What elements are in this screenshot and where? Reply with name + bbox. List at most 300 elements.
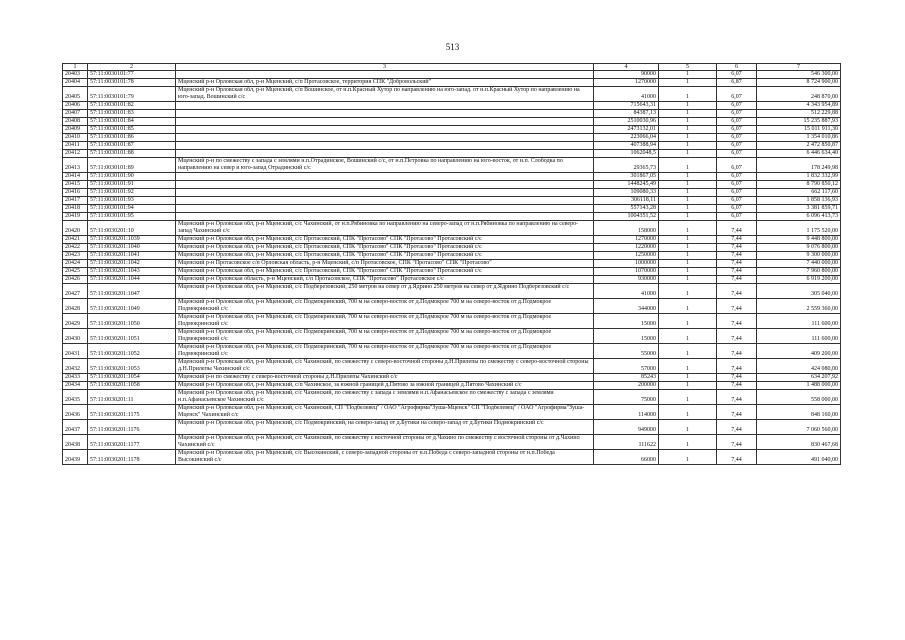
rate-cell: 7,44: [717, 420, 757, 435]
description-cell: [176, 71, 594, 79]
value-cell: 9 448 800,00: [757, 236, 841, 244]
rate-cell: 7,44: [717, 359, 757, 374]
table-row: [63, 150, 841, 158]
description-cell: Мценский р-н Орловская обл, р-н Мценский, с/с Подмокринский, на северо-запад от д.Бутики на северо-запад от д.Бутики Подмокринский с/с: [176, 420, 594, 435]
table-row: [63, 284, 841, 299]
rate-cell: 7,44: [717, 260, 757, 268]
area-cell: 200000: [594, 382, 659, 390]
area-cell: 344000: [594, 299, 659, 314]
value-cell: 1 175 520,00: [757, 221, 841, 236]
row-number-cell: 20421: [63, 236, 88, 244]
rate-cell: 7,44: [717, 314, 757, 329]
cadastral-number-cell: 57:11:0030201:1044: [88, 276, 176, 284]
count-cell: 1: [659, 268, 717, 276]
count-cell: 1: [659, 118, 717, 126]
area-cell: 1000000: [594, 260, 659, 268]
cadastral-number-cell: 57:11:0030201:10: [88, 221, 176, 236]
cadastral-number-cell: 57:11:0030101:77: [88, 71, 176, 79]
row-number-cell: 20424: [63, 260, 88, 268]
row-number-cell: 20422: [63, 244, 88, 252]
cadastral-number-cell: 57:11:0030201:1053: [88, 359, 176, 374]
count-cell: 1: [659, 390, 717, 405]
value-cell: 7 060 560,00: [757, 420, 841, 435]
table-row: [63, 359, 841, 374]
value-cell: 15 011 911,30: [757, 126, 841, 134]
description-cell: [176, 205, 594, 213]
rate-cell: 6,07: [717, 102, 757, 110]
rate-cell: 6,07: [717, 126, 757, 134]
rate-cell: 7,44: [717, 390, 757, 405]
value-cell: 6 919 200,00: [757, 276, 841, 284]
value-cell: 1 354 010,86: [757, 134, 841, 142]
area-cell: 1448245,49: [594, 181, 659, 189]
cadastral-number-cell: 57:11:0030201:1054: [88, 374, 176, 382]
rate-cell: 7,44: [717, 344, 757, 359]
count-cell: 1: [659, 260, 717, 268]
cadastral-number-cell: 57:11:0030101:83: [88, 110, 176, 118]
rate-cell: 6,07: [717, 134, 757, 142]
description-cell: Мценский р-н Орловская обл, р-н Мценский, с/с Чахинский, по смежеству с северо-восточной стороны д.Н.Прилепы по смежеству с северо-восточной стороны д.Н.Прилепы Чахинский с/с: [176, 359, 594, 374]
value-cell: 491 040,00: [757, 450, 841, 465]
area-cell: 715643,31: [594, 102, 659, 110]
table-row: [63, 276, 841, 284]
column-header: 5: [659, 64, 717, 71]
area-cell: 41000: [594, 284, 659, 299]
count-cell: 1: [659, 221, 717, 236]
area-cell: 85243: [594, 374, 659, 382]
area-cell: 949000: [594, 420, 659, 435]
count-cell: 1: [659, 359, 717, 374]
area-cell: 109080,33: [594, 189, 659, 197]
rate-cell: 7,44: [717, 374, 757, 382]
value-cell: 1 858 136,93: [757, 197, 841, 205]
area-cell: 84387,13: [594, 110, 659, 118]
value-cell: 546 300,00: [757, 71, 841, 79]
area-cell: 1062048,5: [594, 150, 659, 158]
count-cell: 1: [659, 435, 717, 450]
page-number: 513: [445, 42, 460, 52]
table-row: [63, 299, 841, 314]
table-row: [63, 344, 841, 359]
description-cell: [176, 173, 594, 181]
value-cell: 7 440 000,00: [757, 260, 841, 268]
area-cell: 1270000: [594, 79, 659, 87]
value-cell: 8 790 850,12: [757, 181, 841, 189]
description-cell: Мценский р-н Орловская обл, р-н Мценский, с/с Чахинский, от н.п.Рябиновка по направлению на северо-запад от н.п.Рябиновка по направлению на северо-запад Чахинский с/с: [176, 221, 594, 236]
description-cell: Мценский р-н Орловская обл, р-н Мценский, с/с Протасовский, СПК "Протасово" СПК "Протасово" Протасовский с/с: [176, 244, 594, 252]
count-cell: 1: [659, 173, 717, 181]
rate-cell: 6,07: [717, 158, 757, 173]
row-number-cell: 20430: [63, 329, 88, 344]
cadastral-number-cell: 57:11:0030201:1042: [88, 260, 176, 268]
value-cell: 305 040,00: [757, 284, 841, 299]
description-cell: [176, 102, 594, 110]
table-row: [63, 181, 841, 189]
value-cell: 8 724 900,00: [757, 79, 841, 87]
column-header: 4: [594, 64, 659, 71]
description-cell: Мценский р-н Орловская обл, р-н Мценский, с/с Подмокринский, 700 м на северо-восток от д.Подмокрое 700 м на северо-восток от д.Подмокрое Подмокринский с/с: [176, 299, 594, 314]
rate-cell: 6,07: [717, 173, 757, 181]
area-cell: 1220000: [594, 244, 659, 252]
table-row: [63, 244, 841, 252]
count-cell: 1: [659, 142, 717, 150]
cadastral-number-cell: 57:11:0030201:1178: [88, 450, 176, 465]
description-cell: Мценский р-н Орловская обл, р-н Мценский, с/с Подмокринский, 700 м на северо-восток от д.Подмокрое 700 м на северо-восток от д.Подмокрое Подмокринский с/с: [176, 344, 594, 359]
area-cell: 114000: [594, 405, 659, 420]
area-cell: 55000: [594, 344, 659, 359]
row-number-cell: 20433: [63, 374, 88, 382]
description-cell: [176, 142, 594, 150]
count-cell: 1: [659, 374, 717, 382]
description-cell: [176, 197, 594, 205]
table-row: [63, 110, 841, 118]
rate-cell: 6,07: [717, 118, 757, 126]
row-number-cell: 20428: [63, 299, 88, 314]
area-cell: 1070000: [594, 268, 659, 276]
rate-cell: 6,07: [717, 142, 757, 150]
row-number-cell: 20420: [63, 221, 88, 236]
area-cell: 930000: [594, 276, 659, 284]
area-cell: 75000: [594, 390, 659, 405]
count-cell: 1: [659, 252, 717, 260]
cadastral-number-cell: 57:11:0030101:82: [88, 102, 176, 110]
table-row: [63, 450, 841, 465]
value-cell: 111 600,00: [757, 329, 841, 344]
count-cell: 1: [659, 189, 717, 197]
count-cell: 1: [659, 450, 717, 465]
cadastral-number-cell: 57:11:0030101:92: [88, 189, 176, 197]
row-number-cell: 20407: [63, 110, 88, 118]
row-number-cell: 20414: [63, 173, 88, 181]
column-header: 3: [176, 64, 594, 71]
area-cell: 15000: [594, 314, 659, 329]
row-number-cell: 20410: [63, 134, 88, 142]
count-cell: 1: [659, 71, 717, 79]
rate-cell: 7,44: [717, 284, 757, 299]
rate-cell: 7,44: [717, 450, 757, 465]
cadastral-number-cell: 57:11:0030101:91: [88, 181, 176, 189]
row-number-cell: 20403: [63, 71, 88, 79]
description-cell: Мценский р-н Орловская обл, р-н Мценский, с/с Подберезовский, 250 метров на север от д.Ядрино 250 метров на север от д.Ядрино Подберезовский с/с: [176, 284, 594, 299]
table-row: [63, 197, 841, 205]
count-cell: 1: [659, 181, 717, 189]
row-number-cell: 20408: [63, 118, 88, 126]
count-cell: 1: [659, 110, 717, 118]
description-cell: Мценский р-н Орловская обл, р-н Мценский, с/с Протасовский, СПК "Протасово" СПК "Протасово" Протасовский с/с: [176, 268, 594, 276]
rate-cell: 7,44: [717, 405, 757, 420]
value-cell: 424 080,00: [757, 359, 841, 374]
table-row: [63, 118, 841, 126]
table-row: [63, 213, 841, 221]
table-row: [63, 268, 841, 276]
table-row: [63, 374, 841, 382]
table-row: [63, 142, 841, 150]
table-row: [63, 173, 841, 181]
count-cell: 1: [659, 213, 717, 221]
count-cell: 1: [659, 150, 717, 158]
cadastral-number-cell: 57:11:0030201:1047: [88, 284, 176, 299]
table-row: [63, 329, 841, 344]
row-number-cell: 20437: [63, 420, 88, 435]
row-number-cell: 20415: [63, 181, 88, 189]
count-cell: 1: [659, 405, 717, 420]
rate-cell: 6,07: [717, 150, 757, 158]
row-number-cell: 20413: [63, 158, 88, 173]
rate-cell: 7,44: [717, 435, 757, 450]
count-cell: 1: [659, 382, 717, 390]
cadastral-number-cell: 57:11:0030101:90: [88, 173, 176, 181]
rate-cell: 6,07: [717, 181, 757, 189]
description-cell: Мценский р-н Орловская обл, р-н Мценский, с/с Чахинский, СП "Подбелевец" / ОАО "Агрофирма"Зуша-Мценск" СП "Подбелевец" / ОАО "Агрофирма"Зуша-Мценск" Чахинский с/с: [176, 405, 594, 420]
area-cell: 407388,94: [594, 142, 659, 150]
table-row: [63, 236, 841, 244]
description-cell: [176, 126, 594, 134]
cadastral-number-cell: 57:11:0030101:95: [88, 213, 176, 221]
value-cell: 6 096 413,73: [757, 213, 841, 221]
count-cell: 1: [659, 158, 717, 173]
table-row: [63, 390, 841, 405]
cadastral-number-cell: 57:11:0030201:1039: [88, 236, 176, 244]
area-cell: 1004351,52: [594, 213, 659, 221]
area-cell: 158000: [594, 221, 659, 236]
rate-cell: 6,07: [717, 110, 757, 118]
row-number-cell: 20429: [63, 314, 88, 329]
column-header: 7: [757, 64, 841, 71]
count-cell: 1: [659, 344, 717, 359]
rate-cell: 7,44: [717, 221, 757, 236]
value-cell: 6 446 634,40: [757, 150, 841, 158]
table-row: [63, 405, 841, 420]
cadastral-number-cell: 57:11:0030101:85: [88, 126, 176, 134]
description-cell: Мценский р-н Орловская обл, р-н Мценский, с/п Вошинское, от н.п.Красный Хутор по направлению на юго-запад. от н.п.Красный Хутор по направлению на юго-запад. Вошинский с/с: [176, 87, 594, 102]
value-cell: 1 832 332,99: [757, 173, 841, 181]
value-cell: 409 200,00: [757, 344, 841, 359]
row-number-cell: 20434: [63, 382, 88, 390]
rate-cell: 6,07: [717, 71, 757, 79]
rate-cell: 7,44: [717, 299, 757, 314]
description-cell: [176, 150, 594, 158]
description-cell: Мценский р-н Орловская обл, р-н Мценский, с/с Подмокринский, 700 м на северо-восток от д.Подмокрое 700 м на северо-восток от д.Подмокрое Подмокринский с/с: [176, 314, 594, 329]
table-row: [63, 252, 841, 260]
area-cell: 57000: [594, 359, 659, 374]
area-cell: 15000: [594, 329, 659, 344]
cadastral-number-cell: 57:11:0030101:78: [88, 79, 176, 87]
description-cell: [176, 118, 594, 126]
row-number-cell: 20436: [63, 405, 88, 420]
value-cell: 9 300 000,00: [757, 252, 841, 260]
description-cell: Мценский р-н Орловская обл, р-н Мценский, с/с Чахинский, по смежеству с запада с землями н.п.Афанасьевское по смежеству с запада с землями н.п.Афанасьевское Чахинский с/с: [176, 390, 594, 405]
column-header: 6: [717, 64, 757, 71]
row-number-cell: 20426: [63, 276, 88, 284]
table-header-row: [63, 64, 841, 71]
count-cell: 1: [659, 276, 717, 284]
area-cell: 111622: [594, 435, 659, 450]
count-cell: 1: [659, 329, 717, 344]
rate-cell: 7,44: [717, 236, 757, 244]
rate-cell: 6,07: [717, 205, 757, 213]
table-row: [63, 382, 841, 390]
value-cell: 178 249,98: [757, 158, 841, 173]
rate-cell: 6,07: [717, 87, 757, 102]
cadastral-number-cell: 57:11:0030101:86: [88, 134, 176, 142]
value-cell: 512 229,88: [757, 110, 841, 118]
rate-cell: 7,44: [717, 252, 757, 260]
cadastral-number-cell: 57:11:0030101:88: [88, 150, 176, 158]
table-row: [63, 71, 841, 79]
cadastral-number-cell: 57:11:0030101:84: [88, 118, 176, 126]
row-number-cell: 20417: [63, 197, 88, 205]
cadastral-number-cell: 57:11:0030201:1049: [88, 299, 176, 314]
area-cell: 66000: [594, 450, 659, 465]
area-cell: 306118,11: [594, 197, 659, 205]
description-cell: Мценский р-н Орловская обл, р-н Мценский, с/с Протасовский, СПК "Протасово" СПК "Протасово" Протасовский с/с: [176, 236, 594, 244]
area-cell: 2510030,96: [594, 118, 659, 126]
area-cell: 301867,05: [594, 173, 659, 181]
cadastral-number-cell: 57:11:0030201:1051: [88, 329, 176, 344]
value-cell: 830 467,68: [757, 435, 841, 450]
value-cell: 558 000,00: [757, 390, 841, 405]
rate-cell: 7,44: [717, 276, 757, 284]
rate-cell: 6,07: [717, 189, 757, 197]
description-cell: Мценский р-н Протасовское с/п Орловская область, р-н Мценский, с/п Протасовское, СПК "Протасово" СПК "Протасово": [176, 260, 594, 268]
description-cell: Мценский р-н Орловская обл, р-н Мценский, с/с Высокинский, с северо-западной стороны от н.п.Победа с северо-западной стороны от н.п.Победа Высокинский с/с: [176, 450, 594, 465]
value-cell: 4 343 954,89: [757, 102, 841, 110]
count-cell: 1: [659, 102, 717, 110]
table-row: [63, 205, 841, 213]
description-cell: [176, 134, 594, 142]
row-number-cell: 20418: [63, 205, 88, 213]
row-number-cell: 20412: [63, 150, 88, 158]
row-number-cell: 20427: [63, 284, 88, 299]
value-cell: 7 960 800,00: [757, 268, 841, 276]
area-cell: 1270000: [594, 236, 659, 244]
cadastral-number-cell: 57:11:0030201:1041: [88, 252, 176, 260]
value-cell: 2 472 850,87: [757, 142, 841, 150]
row-number-cell: 20405: [63, 87, 88, 102]
area-cell: 90000: [594, 71, 659, 79]
value-cell: 634 207,92: [757, 374, 841, 382]
row-number-cell: 20423: [63, 252, 88, 260]
rate-cell: 6,87: [717, 79, 757, 87]
count-cell: 1: [659, 205, 717, 213]
cadastral-number-cell: 57:11:0030101:89: [88, 158, 176, 173]
table-row: [63, 87, 841, 102]
count-cell: 1: [659, 244, 717, 252]
description-cell: Мценский р-н Орловская обл, р-н Мценский, с/п Чахинское, за южной границей д.Пятово за южной границей д.Пятово Чахинский с/с: [176, 382, 594, 390]
column-header: 1: [63, 64, 88, 71]
table-row: [63, 189, 841, 197]
description-cell: Мценский р-н Орловская область, р-н Мценский, с/п Протасовское, СПК "Протасово" Протасовское с/с: [176, 276, 594, 284]
description-cell: Мценский р-н Орловская обл, р-н Мценский, с/с Чахинский, по смежеству с восточной стороны от д.Чахино по смежеству с восточной стороны от д.Чахино Чахинский с/с: [176, 435, 594, 450]
description-cell: Мценский р-н по смежеству с запада с землями н.п.Отрадинское, Вошинский с/с, от н.п.Петровка по направлению на юго-восток, от н.п. Слободка по направлению на север и юго-запад Отрадинский с/с: [176, 158, 594, 173]
count-cell: 1: [659, 284, 717, 299]
table-row: [63, 221, 841, 236]
table-row: [63, 102, 841, 110]
description-cell: [176, 189, 594, 197]
cadastral-number-cell: 57:11:0030201:11: [88, 390, 176, 405]
row-number-cell: 20409: [63, 126, 88, 134]
description-cell: [176, 110, 594, 118]
cadastral-number-cell: 57:11:0030101:87: [88, 142, 176, 150]
row-number-cell: 20419: [63, 213, 88, 221]
cadastral-number-cell: 57:11:0030201:1176: [88, 420, 176, 435]
register-table: [62, 63, 841, 465]
description-cell: [176, 181, 594, 189]
row-number-cell: 20435: [63, 390, 88, 405]
value-cell: 9 076 800,00: [757, 244, 841, 252]
count-cell: 1: [659, 79, 717, 87]
rate-cell: 6,07: [717, 197, 757, 205]
count-cell: 1: [659, 299, 717, 314]
count-cell: 1: [659, 126, 717, 134]
rate-cell: 7,44: [717, 382, 757, 390]
count-cell: 1: [659, 87, 717, 102]
area-cell: 2473132,01: [594, 126, 659, 134]
table-row: [63, 260, 841, 268]
cadastral-number-cell: 57:11:0030201:1177: [88, 435, 176, 450]
description-cell: Мценский р-н Орловская обл, р-н Мценский, с/с Подмокринский, 700 м на северо-восток от д.Подмокрое 700 м на северо-восток от д.Подмокрое Подмокринский с/с: [176, 329, 594, 344]
area-cell: 29365,73: [594, 158, 659, 173]
table-row: [63, 126, 841, 134]
description-cell: Мценский р-н Орловская обл, р-н Мценский, с/с Протасовский, СПК "Протасово" СПК "Протасово" Протасовский с/с: [176, 252, 594, 260]
rate-cell: 7,44: [717, 268, 757, 276]
count-cell: 1: [659, 314, 717, 329]
row-number-cell: 20404: [63, 79, 88, 87]
area-cell: 41000: [594, 87, 659, 102]
count-cell: 1: [659, 420, 717, 435]
table-row: [63, 79, 841, 87]
count-cell: 1: [659, 134, 717, 142]
cadastral-number-cell: 57:11:0030101:94: [88, 205, 176, 213]
row-number-cell: 20411: [63, 142, 88, 150]
cadastral-number-cell: 57:11:0030101:79: [88, 87, 176, 102]
count-cell: 1: [659, 197, 717, 205]
cadastral-number-cell: 57:11:0030201:1043: [88, 268, 176, 276]
value-cell: 2 559 360,00: [757, 299, 841, 314]
cadastral-number-cell: 57:11:0030101:93: [88, 197, 176, 205]
cadastral-number-cell: 57:11:0030201:1058: [88, 382, 176, 390]
row-number-cell: 20416: [63, 189, 88, 197]
count-cell: 1: [659, 236, 717, 244]
cadastral-number-cell: 57:11:0030201:1050: [88, 314, 176, 329]
area-cell: 557143,28: [594, 205, 659, 213]
table-row: [63, 158, 841, 173]
value-cell: 1 488 000,00: [757, 382, 841, 390]
row-number-cell: 20439: [63, 450, 88, 465]
area-cell: 1250000: [594, 252, 659, 260]
row-number-cell: 20431: [63, 344, 88, 359]
row-number-cell: 20438: [63, 435, 88, 450]
row-number-cell: 20432: [63, 359, 88, 374]
cadastral-number-cell: 57:11:0030201:1175: [88, 405, 176, 420]
area-cell: 223066,04: [594, 134, 659, 142]
rate-cell: 6,07: [717, 213, 757, 221]
description-cell: [176, 213, 594, 221]
table-row: [63, 314, 841, 329]
value-cell: 848 160,00: [757, 405, 841, 420]
rate-cell: 7,44: [717, 329, 757, 344]
cadastral-number-cell: 57:11:0030201:1052: [88, 344, 176, 359]
value-cell: 248 870,00: [757, 87, 841, 102]
table-row: [63, 134, 841, 142]
row-number-cell: 20425: [63, 268, 88, 276]
cadastral-number-cell: 57:11:0030201:1040: [88, 244, 176, 252]
column-header: 2: [88, 64, 176, 71]
value-cell: 111 600,00: [757, 314, 841, 329]
rate-cell: 7,44: [717, 244, 757, 252]
value-cell: 15 235 887,93: [757, 118, 841, 126]
table-row: [63, 420, 841, 435]
